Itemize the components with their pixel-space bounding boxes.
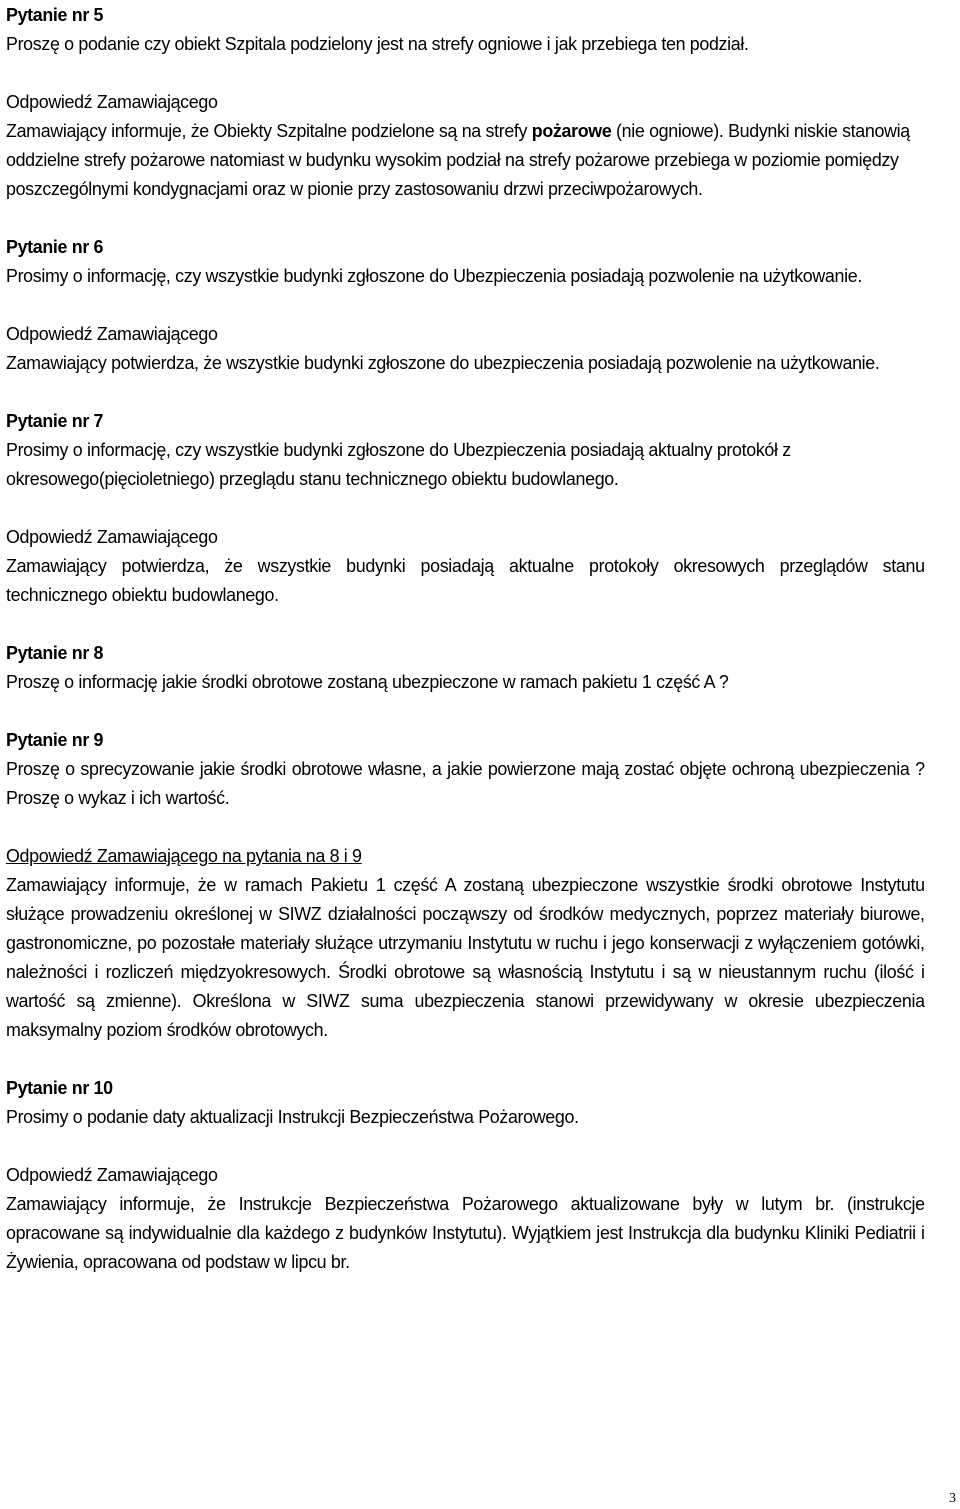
answer-title: Odpowiedź Zamawiającego [6, 1164, 218, 1185]
answer-text: Zamawiający potwierdza, że wszystkie budynki zgłoszone do ubezpieczenia posiadają pozwolenie na użytkowanie. [6, 352, 880, 373]
question-text: Prosimy o informację, czy wszystkie budynki zgłoszone do Ubezpieczenia posiadają aktualny protokół z okresowego(pięcioletniego) przeglądu stanu technicznego obiektu budowlanego. [6, 439, 791, 489]
question-text: Proszę o sprecyzowanie jakie środki obrotowe własne, a jakie powierzone mają zostać objęte ochroną ubezpieczenia ? Proszę o wykaz i ich wartość. [6, 758, 925, 808]
answer-text-part: Zamawiający informuje, że Obiekty Szpitalne podzielone są na strefy [6, 120, 532, 141]
question-9 [6, 725, 925, 812]
answer-7 [6, 522, 925, 609]
question-title: Pytanie nr 9 [6, 729, 104, 750]
question-7 [6, 406, 925, 493]
answer-title: Odpowiedź Zamawiającego na pytania na 8 i 9 [6, 845, 362, 866]
page-number: 3 [949, 1491, 956, 1506]
document-page [6, 0, 925, 1276]
question-6 [6, 232, 925, 290]
question-title: Pytanie nr 8 [6, 642, 104, 663]
question-text: Proszę o podanie czy obiekt Szpitala podzielony jest na strefy ogniowe i jak przebiega ten podział. [6, 33, 749, 54]
answer-text: Zamawiający informuje, że w ramach Pakietu 1 część A zostaną ubezpieczone wszystkie środki obrotowe Instytutu służące prowadzeniu określonej w SIWZ działalności począwszy od środków medycznych, poprzez materiały biurowe, gastronomiczne, po pozostałe materiały służące utrzymaniu Instytutu w ruchu i jego konserwacji z wyłączeniem gotówki, należności i rozliczeń międzyokresowych. Środki obrotowe są własnością Instytutu i są w nieustannym ruchu (ilość i wartość są zmienne). Określona w SIWZ suma ubezpieczenia stanowi przewidywany w okresie ubezpieczenia maksymalny poziom środków obrotowych. [6, 874, 925, 1040]
question-text: Proszę o informację jakie środki obrotowe zostaną ubezpieczone w ramach pakietu 1 część A ? [6, 671, 729, 692]
answer-text: Zamawiający potwierdza, że wszystkie budynki posiadają aktualne protokoły okresowych przeglądów stanu technicznego obiektu budowlanego. [6, 555, 925, 605]
question-title: Pytanie nr 10 [6, 1077, 113, 1098]
answer-title: Odpowiedź Zamawiającego [6, 91, 218, 112]
question-title: Pytanie nr 5 [6, 4, 104, 25]
answer-5 [6, 87, 925, 203]
answer-title: Odpowiedź Zamawiającego [6, 526, 218, 547]
answer-8-9 [6, 841, 925, 1044]
question-8 [6, 638, 925, 696]
question-title: Pytanie nr 6 [6, 236, 104, 257]
question-text: Prosimy o podanie daty aktualizacji Instrukcji Bezpieczeństwa Pożarowego. [6, 1106, 579, 1127]
answer-text: Zamawiający informuje, że Instrukcje Bezpieczeństwa Pożarowego aktualizowane były w lutym br. (instrukcje opracowane są indywidualnie dla każdego z budynków Instytutu). Wyjątkiem jest Instrukcja dla budynku Kliniki Pediatrii i Żywienia, opracowana od podstaw w lipcu br. [6, 1193, 925, 1272]
question-title: Pytanie nr 7 [6, 410, 104, 431]
question-5 [6, 0, 925, 58]
answer-10 [6, 1160, 925, 1276]
answer-6 [6, 319, 925, 377]
question-10 [6, 1073, 925, 1131]
answer-text [6, 116, 925, 203]
answer-bold-term: pożarowe [531, 120, 612, 141]
answer-text-part: (nie ogniowe). Budynki niskie stanowią oddzielne strefy pożarowe natomiast w budynku wysokim podział na strefy pożarowe przebiega w poziomie pomiędzy poszczególnymi kondygnacjami oraz w pionie przy zastosowaniu drzwi przeciwpożarowych. [6, 120, 910, 199]
question-text: Prosimy o informację, czy wszystkie budynki zgłoszone do Ubezpieczenia posiadają pozwolenie na użytkowanie. [6, 265, 862, 286]
answer-title: Odpowiedź Zamawiającego [6, 323, 218, 344]
